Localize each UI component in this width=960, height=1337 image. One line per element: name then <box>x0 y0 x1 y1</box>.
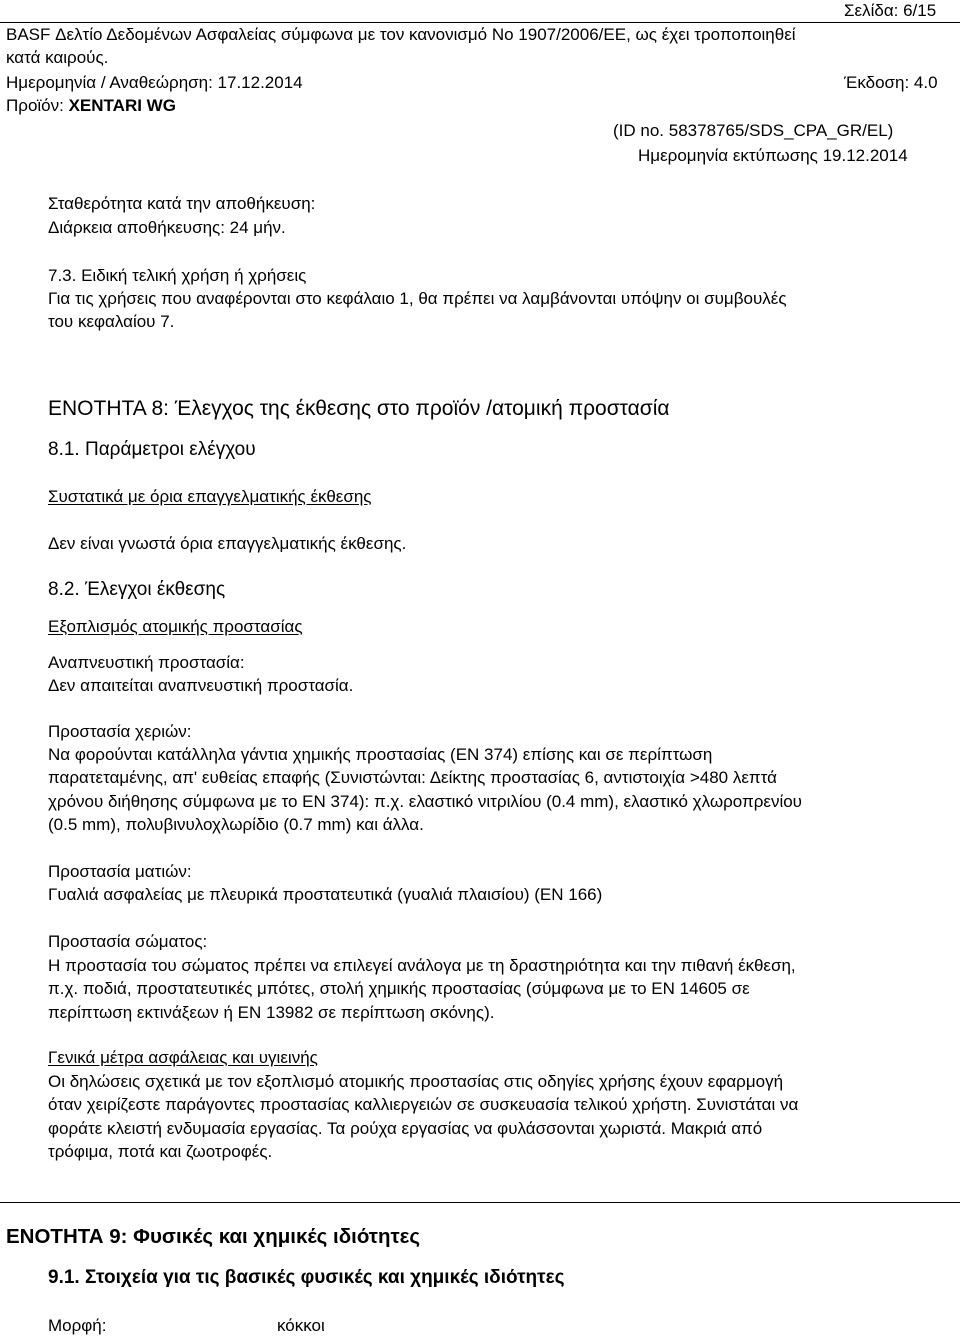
section-9-top-rule <box>0 1202 960 1203</box>
header-revision-date: Ημερομηνία / Αναθεώρηση: 17.12.2014 <box>6 73 303 92</box>
header-title-line1: BASF Δελτίο Δεδομένων Ασφαλείας σύμφωνα με τον κανονισμό Νο 1907/2006/ΕΕ, ως έχει τροποποιηθεί <box>6 25 796 44</box>
section-8-2-subtitle: Εξοπλισμός ατομικής προστασίας <box>48 617 303 636</box>
hand-protection-text <box>48 743 948 836</box>
general-hygiene-line: τρόφιμα, ποτά και ζωοτροφές. <box>48 1141 273 1161</box>
storage-stability-label: Σταθερότητα κατά την αποθήκευση: <box>48 194 316 213</box>
print-date-value: 19.12.2014 <box>822 146 908 165</box>
section-7-3-title: 7.3. Ειδική τελική χρήση ή χρήσεις <box>48 266 307 285</box>
section-8-1-text: Δεν είναι γνωστά όρια επαγγελματικής έκθεσης. <box>48 534 407 553</box>
hand-protection-line: Να φορούνται κατάλληλα γάντια χημικής προστασίας (EN 374) επίσης και σε περίπτωση <box>48 745 713 764</box>
product-label: Προϊόν: <box>6 96 69 115</box>
general-hygiene-text <box>48 1070 948 1163</box>
hand-protection-line: (0.5 mm), πολυβινυλοχλωρίδιο (0.7 mm) και άλλα. <box>48 814 424 834</box>
print-date-label: Ημερομηνία εκτύπωσης <box>638 146 823 165</box>
hand-protection-line: παρατεταμένης, απ' ευθείας επαφής (Συνιστώνται: Δείκτης προστασίας 6, αντιστοιχία >480 λεπτά <box>48 768 777 788</box>
header-product <box>6 94 176 117</box>
section-7-3-text-line1: Για τις χρήσεις που αναφέρονται στο κεφάλαιο 1, θα πρέπει να λαμβάνονται υπόψην οι συμβουλές <box>48 289 787 308</box>
header-version: Έκδοση: 4.0 <box>844 73 938 92</box>
eye-protection-label: Προστασία ματιών: <box>48 862 192 881</box>
section-8-title: ΕΝΟΤΗΤΑ 8: Έλεγχος της έκθεσης στο προϊόν /ατομική προστασία <box>48 397 670 420</box>
body-protection-line: περίπτωση εκτινάξεων ή EN 13982 σε περίπτωση σκόνης). <box>48 1002 495 1022</box>
header-id-number <box>613 119 893 142</box>
hand-protection-line: χρόνου διήθησης σύμφωνα με το EN 374): π.χ. ελαστικό νιτριλίου (0.4 mm), ελαστικό χλωροπρενίου <box>48 791 802 811</box>
storage-duration: Διάρκεια αποθήκευσης: 24 μήν. <box>48 218 286 237</box>
section-7-3-text-line2: του κεφαλαίου 7. <box>48 312 175 331</box>
section-9-1-title: 9.1. Στοιχεία για τις βασικές φυσικές και χημικές ιδιότητες <box>48 1267 565 1288</box>
hand-protection-label: Προστασία χεριών: <box>48 722 192 741</box>
section-8-1-title: 8.1. Παράμετροι ελέγχου <box>48 439 256 460</box>
body-protection-line: π.χ. ποδιά, προστατευτικές μπότες, στολή χημικής προστασίας (σύμφωνα με το EN 14605 σε <box>48 979 750 999</box>
header-title-line2: κατά καιρούς. <box>6 48 109 67</box>
page-number: Σελίδα: 6/15 <box>844 1 937 20</box>
form-label: Μορφή: <box>48 1316 107 1335</box>
id-number-prefix: (ID no. <box>613 121 669 140</box>
product-name: XENTARI WG <box>68 96 176 115</box>
respiratory-text: Δεν απαιτείται αναπνευστική προστασία. <box>48 676 354 695</box>
section-9-title: ΕΝΟΤΗΤΑ 9: Φυσικές και χημικές ιδιότητες <box>6 1225 421 1248</box>
eye-protection-text: Γυαλιά ασφαλείας με πλευρικά προστατευτικά (γυαλιά πλαισίου) (EN 166) <box>48 885 603 904</box>
section-8-1-subtitle: Συστατικά με όρια επαγγελματικής έκθεσης <box>48 487 372 506</box>
body-protection-label: Προστασία σώματος: <box>48 932 208 951</box>
body-protection-line: Η προστασία του σώματος πρέπει να επιλεγεί ανάλογα με τη δραστηριότητα και την πιθανή έκθεση, <box>48 956 796 975</box>
general-hygiene-line: Οι δηλώσεις σχετικά με τον εξοπλισμό ατομικής προστασίας στις οδηγίες χρήσης έχουν εφαρμογή <box>48 1072 784 1091</box>
general-hygiene-line: όταν χειρίζεστε παράγοντες προστασίας καλλιεργειών σε συσκευασία τελικού χρήστη. Συνιστάται να <box>48 1095 799 1115</box>
header-print-date <box>638 144 908 167</box>
respiratory-label: Αναπνευστική προστασία: <box>48 653 245 672</box>
general-hygiene-label: Γενικά μέτρα ασφάλειας και υγιεινής <box>48 1048 318 1067</box>
id-number-value: 58378765/SDS_CPA_GR/EL) <box>668 121 894 140</box>
form-value: κόκκοι <box>277 1316 325 1335</box>
section-8-2-title: 8.2. Έλεγχοι έκθεσης <box>48 579 226 600</box>
general-hygiene-line: φοράτε κλειστή ενδυμασία εργασίας. Τα ρούχα εργασίας να φυλάσσονται χωριστά. Μακριά από <box>48 1118 763 1138</box>
body-protection-text <box>48 954 948 1024</box>
